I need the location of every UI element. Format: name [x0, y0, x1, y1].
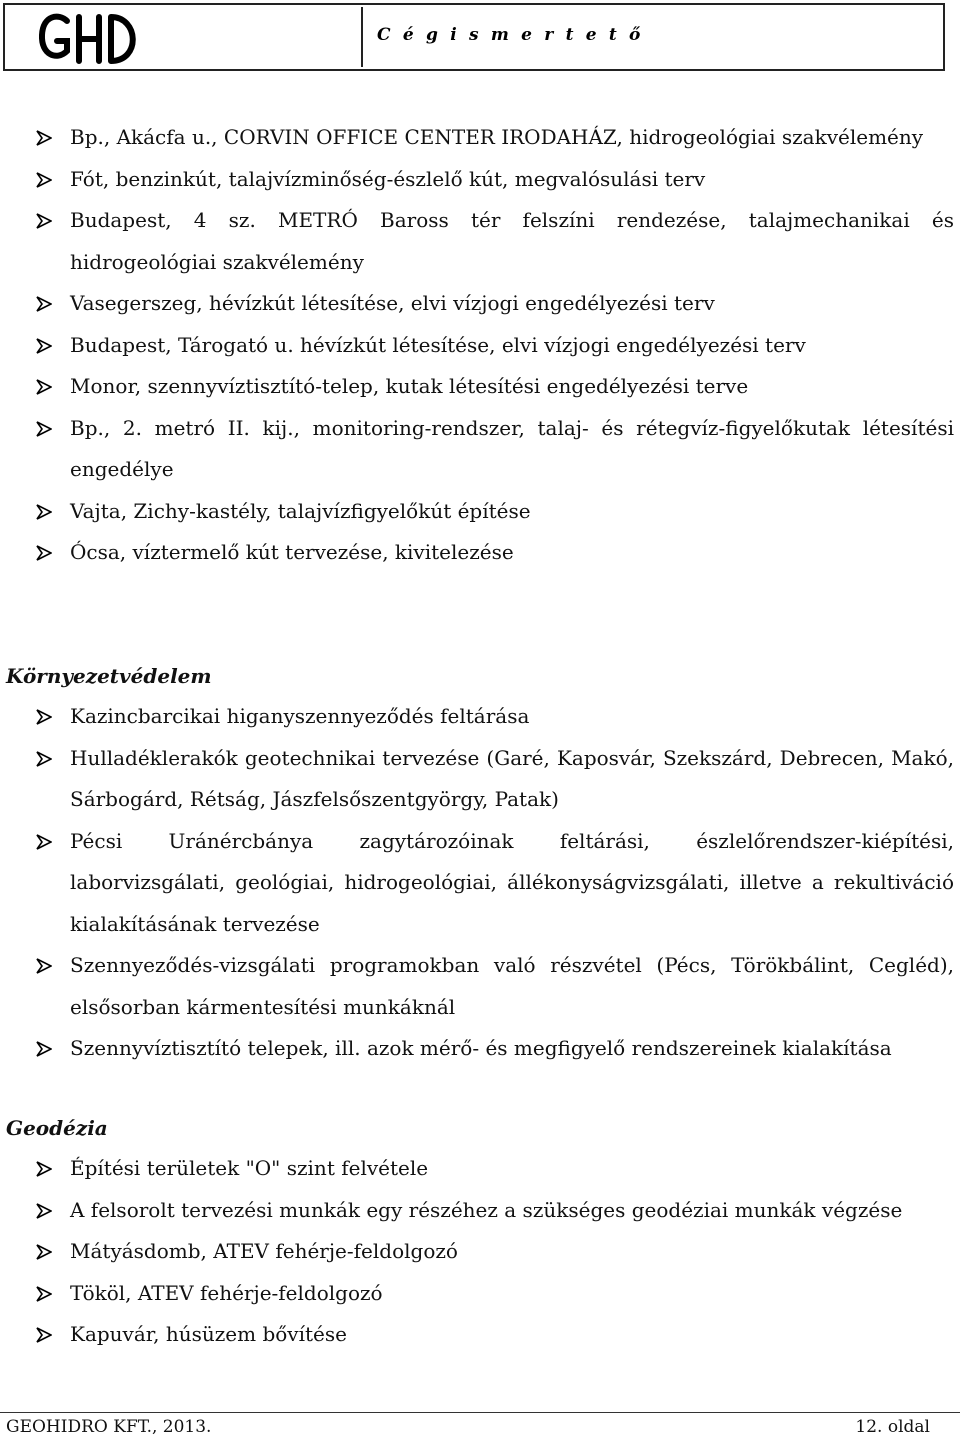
list-item: Mátyásdomb, ATEV fehérje-feldolgozó — [0, 1231, 960, 1273]
company-logo — [7, 7, 363, 67]
arrow-bullet-icon — [36, 504, 52, 520]
arrow-bullet-icon — [36, 213, 52, 229]
list-item: Vajta, Zichy-kastély, talajvízfigyelőkút építése — [0, 491, 960, 533]
list-item: A felsorolt tervezési munkák egy részéhez a szükséges geodéziai munkák végzése — [0, 1190, 960, 1232]
list-item: Építési területek "O" szint felvétele — [0, 1148, 960, 1190]
list-item: Budapest, 4 sz. METRÓ Baross tér felszíni rendezése, talajmechanikai és hidrogeológiai szakvélemény — [0, 200, 960, 283]
list-item: Kapuvár, húsüzem bővítése — [0, 1314, 960, 1356]
page-header — [3, 3, 945, 71]
arrow-bullet-icon — [36, 1244, 52, 1260]
list-item: Bp., 2. metró II. kij., monitoring-rendszer, talaj- és rétegvíz-figyelőkutak létesítési engedélye — [0, 408, 960, 491]
ghd-logo-icon — [37, 11, 147, 67]
list-item: Ócsa, víztermelő kút tervezése, kivitelezése — [0, 532, 960, 574]
list-item: Pécsi Uránércbánya zagytározóinak feltárási, észlelőrendszer-kiépítési, laborvizsgálati, geológiai, hidrogeológiai, állékonyságvizsgálati, illetve a rekultiváció kialakításának tervezése — [0, 821, 960, 946]
arrow-bullet-icon — [36, 379, 52, 395]
list-item: Budapest, Tárogató u. hévízkút létesítése, elvi vízjogi engedélyezési terv — [0, 325, 960, 367]
list-item: Tököl, ATEV fehérje-feldolgozó — [0, 1273, 960, 1315]
section-heading-kornyezetvedelem: Környezetvédelem — [6, 664, 212, 688]
arrow-bullet-icon — [36, 834, 52, 850]
list-item: Szennyeződés-vizsgálati programokban való részvétel (Pécs, Törökbálint, Cegléd), elsősorban kármentesítési munkáknál — [0, 945, 960, 1028]
arrow-bullet-icon — [36, 545, 52, 561]
list-item: Fót, benzinkút, talajvízminőség-észlelő kút, megvalósulási terv — [0, 159, 960, 201]
list-item: Vasegerszeg, hévízkút létesítése, elvi vízjogi engedélyezési terv — [0, 283, 960, 325]
page-footer — [0, 1412, 960, 1441]
list-item: Bp., Akácfa u., CORVIN OFFICE CENTER IRODAHÁZ, hidrogeológiai szakvélemény — [0, 117, 960, 159]
arrow-bullet-icon — [36, 421, 52, 437]
arrow-bullet-icon — [36, 130, 52, 146]
project-list — [0, 117, 960, 574]
arrow-bullet-icon — [36, 338, 52, 354]
arrow-bullet-icon — [36, 172, 52, 188]
arrow-bullet-icon — [36, 709, 52, 725]
arrow-bullet-icon — [36, 751, 52, 767]
arrow-bullet-icon — [36, 958, 52, 974]
footer-company: GEOHIDRO KFT., 2013. — [6, 1417, 212, 1437]
list-item: Szennyvíztisztító telepek, ill. azok mérő- és megfigyelő rendszereinek kialakítása — [0, 1028, 960, 1070]
section-heading-geodezia: Geodézia — [6, 1116, 108, 1140]
header-title: C é g i s m e r t e t ő — [377, 25, 644, 45]
arrow-bullet-icon — [36, 1203, 52, 1219]
arrow-bullet-icon — [36, 1286, 52, 1302]
list-item: Hulladéklerakók geotechnikai tervezése (Garé, Kaposvár, Szekszárd, Debrecen, Makó, Sárbogárd, Rétság, Jászfelsőszentgyörgy, Patak) — [0, 738, 960, 821]
arrow-bullet-icon — [36, 296, 52, 312]
environment-list — [0, 696, 960, 1070]
arrow-bullet-icon — [36, 1041, 52, 1057]
arrow-bullet-icon — [36, 1327, 52, 1343]
list-item: Monor, szennyvíztisztító-telep, kutak létesítési engedélyezési terve — [0, 366, 960, 408]
footer-page-number: 12. oldal — [855, 1417, 930, 1437]
arrow-bullet-icon — [36, 1161, 52, 1177]
list-item: Kazincbarcikai higanyszennyeződés feltárása — [0, 696, 960, 738]
geodesy-list — [0, 1148, 960, 1356]
